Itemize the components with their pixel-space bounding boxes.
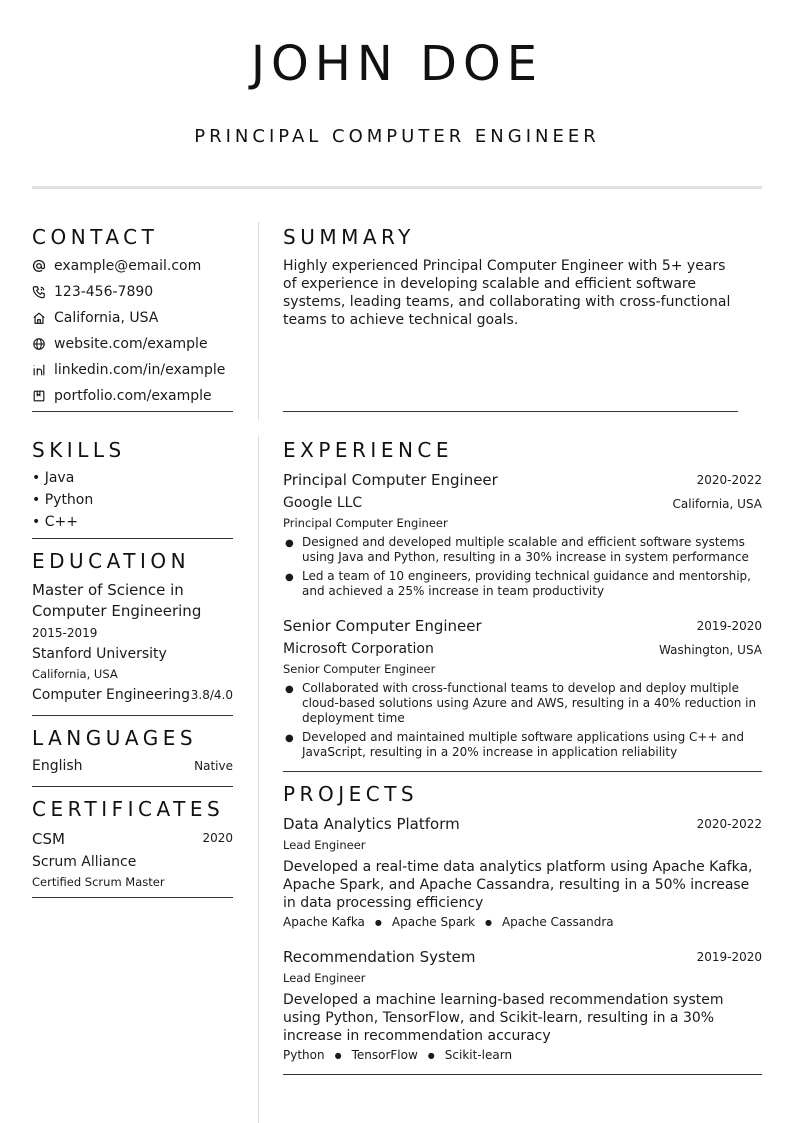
job-bullet-text: Collaborated with cross-functional teams to develop and deploy multiple cloud-based solutions using Azure and AWS, resulting in a 40% reduction in deployment time <box>302 681 757 725</box>
bullet-dot: • <box>32 470 45 486</box>
skill-item <box>32 514 78 530</box>
job-bullet <box>283 681 762 726</box>
bullet-dot: ● <box>285 684 294 695</box>
job-dates: 2019-2020 <box>696 619 762 633</box>
job-bullet <box>283 569 762 599</box>
education-divider <box>32 715 233 716</box>
project-tag: Apache Cassandra <box>501 915 614 929</box>
project-tags <box>283 1048 512 1062</box>
skill-label: Python <box>44 492 94 508</box>
contact-heading: CONTACT <box>32 225 159 249</box>
language-name: English <box>32 758 83 774</box>
projects-heading: PROJECTS <box>283 782 419 806</box>
job-bullet <box>283 535 762 565</box>
project-tag: TensorFlow <box>351 1048 418 1062</box>
job-bullet-text: Led a team of 10 engineers, providing technical guidance and mentorship, and achieved a 25% increase in team productivity <box>302 569 751 598</box>
projects-divider <box>283 1074 762 1075</box>
summary-text: Highly experienced Principal Computer Engineer with 5+ years of experience in developing scalable and efficient software systems, leading teams, and collaborating with cross-functional teams to achieve technical goals. <box>283 258 731 328</box>
certificate-name: CSM <box>32 830 65 848</box>
project-tags <box>283 915 614 929</box>
contact-linkedin-text: linkedin.com/in/example <box>54 362 226 378</box>
job-location: Washington, USA <box>659 643 762 657</box>
contact-divider <box>32 411 233 412</box>
education-heading: EDUCATION <box>32 549 191 573</box>
skill-label: C++ <box>44 514 78 530</box>
contact-portfolio-text: portfolio.com/example <box>54 388 212 404</box>
job-company: Microsoft Corporation <box>283 641 434 657</box>
summary-divider <box>283 411 738 412</box>
project-tag: Scikit-learn <box>444 1048 513 1062</box>
portfolio-icon <box>32 389 46 403</box>
certificate-year: 2020 <box>202 831 233 845</box>
header-divider <box>32 186 762 189</box>
resume-name: JOHN DOE <box>250 36 544 92</box>
skill-item <box>32 492 93 508</box>
job-title: Senior Computer Engineer <box>283 617 482 635</box>
project-description: Developed a machine learning-based recommendation system using Python, TensorFlow, and Scikit-learn, resulting in a 30% increase in recommendation accuracy <box>283 992 724 1044</box>
bullet-dot: ● <box>285 538 294 549</box>
education-location: California, USA <box>32 667 118 681</box>
contact-portfolio[interactable] <box>32 386 212 406</box>
globe-icon <box>32 337 46 351</box>
job-dates: 2020-2022 <box>696 473 762 487</box>
home-icon <box>32 311 46 325</box>
certificate-full-name: Certified Scrum Master <box>32 875 165 889</box>
tag-separator: ● <box>427 1050 435 1060</box>
language-level: Native <box>194 759 233 773</box>
job-location: California, USA <box>672 497 762 511</box>
contact-linkedin[interactable] <box>32 360 225 380</box>
education-years: 2015-2019 <box>32 626 98 640</box>
bullet-dot: ● <box>285 733 294 744</box>
phone-icon <box>32 285 46 299</box>
job-role: Principal Computer Engineer <box>283 516 448 530</box>
contact-location <box>32 308 158 328</box>
tag-separator: ● <box>484 917 492 927</box>
certificate-issuer: Scrum Alliance <box>32 854 137 870</box>
tag-separator: ● <box>374 917 382 927</box>
project-dates: 2020-2022 <box>696 817 762 831</box>
contact-website-text: website.com/example <box>54 336 208 352</box>
project-tag: Apache Spark <box>391 915 475 929</box>
job-company: Google LLC <box>283 495 363 511</box>
column-divider-bottom <box>258 436 259 1123</box>
column-divider-top <box>258 222 259 420</box>
education-school: Stanford University <box>32 646 167 662</box>
skills-divider <box>32 538 233 539</box>
experience-divider <box>283 771 762 772</box>
project-description: Developed a real-time data analytics platform using Apache Kafka, Apache Spark, and Apache Cassandra, resulting in a 50% increase in data processing efficiency <box>283 859 753 911</box>
skill-item <box>32 470 74 486</box>
contact-website[interactable] <box>32 334 208 354</box>
job-bullet <box>283 730 762 760</box>
languages-divider <box>32 786 233 787</box>
linkedin-icon <box>32 363 46 377</box>
resume-title: PRINCIPAL COMPUTER ENGINEER <box>194 126 600 147</box>
project-name: Recommendation System <box>283 948 476 966</box>
job-role: Senior Computer Engineer <box>283 662 436 676</box>
education-field: Computer Engineering <box>32 687 191 703</box>
education-degree-line1: Master of Science in <box>32 581 184 599</box>
job-bullet-text: Developed and maintained multiple software applications using C++ and JavaScript, resulting in a 20% increase in application reliability <box>302 730 744 759</box>
project-dates: 2019-2020 <box>696 950 762 964</box>
summary-heading: SUMMARY <box>283 225 415 249</box>
certificates-heading: CERTIFICATES <box>32 797 225 821</box>
education-degree-line2: Computer Engineering <box>32 602 202 620</box>
experience-heading: EXPERIENCE <box>283 438 454 462</box>
contact-phone[interactable] <box>32 282 153 302</box>
skills-heading: SKILLS <box>32 438 126 462</box>
certificates-divider <box>32 897 233 898</box>
contact-phone-text: 123-456-7890 <box>54 284 154 300</box>
project-name: Data Analytics Platform <box>283 815 460 833</box>
tag-separator: ● <box>334 1050 342 1060</box>
project-tag: Python <box>283 1048 325 1062</box>
bullet-dot: • <box>32 514 45 530</box>
job-bullet-text: Designed and developed multiple scalable and efficient software systems using Java and Python, resulting in a 30% increase in system performance <box>302 535 749 564</box>
languages-heading: LANGUAGES <box>32 726 198 750</box>
at-icon <box>32 259 46 273</box>
education-gpa: 3.8/4.0 <box>190 688 233 702</box>
project-role: Lead Engineer <box>283 971 366 985</box>
job-title: Principal Computer Engineer <box>283 471 498 489</box>
contact-location-text: California, USA <box>54 310 159 326</box>
bullet-dot: • <box>32 492 45 508</box>
project-tag: Apache Kafka <box>283 915 365 929</box>
skill-label: Java <box>44 470 75 486</box>
contact-email[interactable] <box>32 256 201 276</box>
contact-email-text: example@email.com <box>54 258 202 274</box>
project-role: Lead Engineer <box>283 838 366 852</box>
bullet-dot: ● <box>285 572 294 583</box>
